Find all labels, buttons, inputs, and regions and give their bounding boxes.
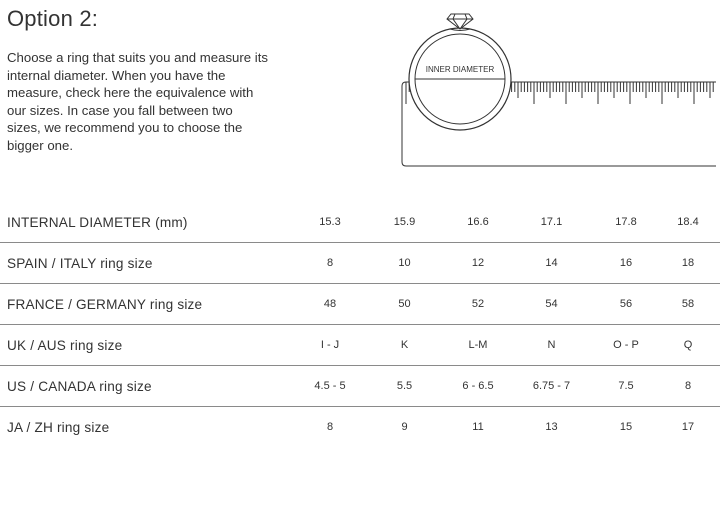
size-cell: 10: [357, 243, 452, 284]
row-label: INTERNAL DIAMETER (mm): [0, 202, 303, 243]
size-cell: 8: [326, 421, 334, 433]
size-cell: 6.75 - 7: [504, 366, 599, 407]
size-cell: 17.8: [599, 202, 653, 243]
size-cell: 15.9: [357, 202, 452, 243]
page-title: Option 2:: [7, 6, 99, 31]
size-cell: 9: [401, 421, 408, 433]
size-cell: 16: [599, 243, 653, 284]
ring-diamond-icon: [447, 14, 473, 31]
row-label: SPAIN / ITALY ring size: [0, 243, 303, 284]
row-label: UK / AUS ring size: [0, 325, 303, 366]
size-cell: 18: [653, 243, 720, 284]
size-cell: 7.5: [599, 366, 653, 407]
size-cell: 5.5: [357, 366, 452, 407]
size-cell: I - J: [303, 325, 357, 366]
row-uk-aus: [0, 325, 720, 366]
ring-ruler-illustration: [398, 10, 718, 170]
row-ja-zh: [0, 407, 720, 448]
size-cell: 6 - 6.5: [452, 366, 504, 407]
size-cell: 8: [653, 366, 720, 407]
size-cell: 52: [452, 284, 504, 325]
size-cell: 8: [303, 243, 357, 284]
size-cell: 15.3: [303, 202, 357, 243]
size-cell: O - P: [599, 325, 653, 366]
size-cell: Q: [653, 325, 720, 366]
size-cell: 15: [619, 421, 633, 433]
size-cell: 12: [452, 243, 504, 284]
size-cell: 4.5 - 5: [303, 366, 357, 407]
intro-text: Choose a ring that suits you and measure its internal diameter. When you have the measure, check here the equivalence with our sizes. In case you fall between two sizes, we recommend you to choose the bigger one.: [7, 50, 268, 153]
row-label: US / CANADA ring size: [0, 366, 303, 407]
size-cell: K: [357, 325, 452, 366]
size-cell: 13: [545, 421, 558, 433]
size-cell: L-M: [452, 325, 504, 366]
size-cell: 48: [303, 284, 357, 325]
row-label: JA / ZH ring size: [7, 419, 110, 435]
size-cell: 17.1: [504, 202, 599, 243]
size-cell: 50: [357, 284, 452, 325]
row-spain-italy: [0, 243, 720, 284]
size-cell: 14: [504, 243, 599, 284]
row-label: FRANCE / GERMANY ring size: [0, 284, 303, 325]
size-cell: 11: [472, 421, 484, 433]
size-cell: 58: [653, 284, 720, 325]
size-cell: 18.4: [653, 202, 720, 243]
row-france-germany: [0, 284, 720, 325]
size-cell: N: [504, 325, 599, 366]
size-cell: 56: [599, 284, 653, 325]
size-cell: 17: [681, 421, 695, 433]
ring-size-table: [0, 202, 720, 447]
row-us-canada: [0, 366, 720, 407]
inner-diameter-label: INNER DIAMETER: [425, 65, 495, 74]
size-cell: 54: [504, 284, 599, 325]
row-internal-diameter: [0, 202, 720, 243]
size-cell: 16.6: [452, 202, 504, 243]
